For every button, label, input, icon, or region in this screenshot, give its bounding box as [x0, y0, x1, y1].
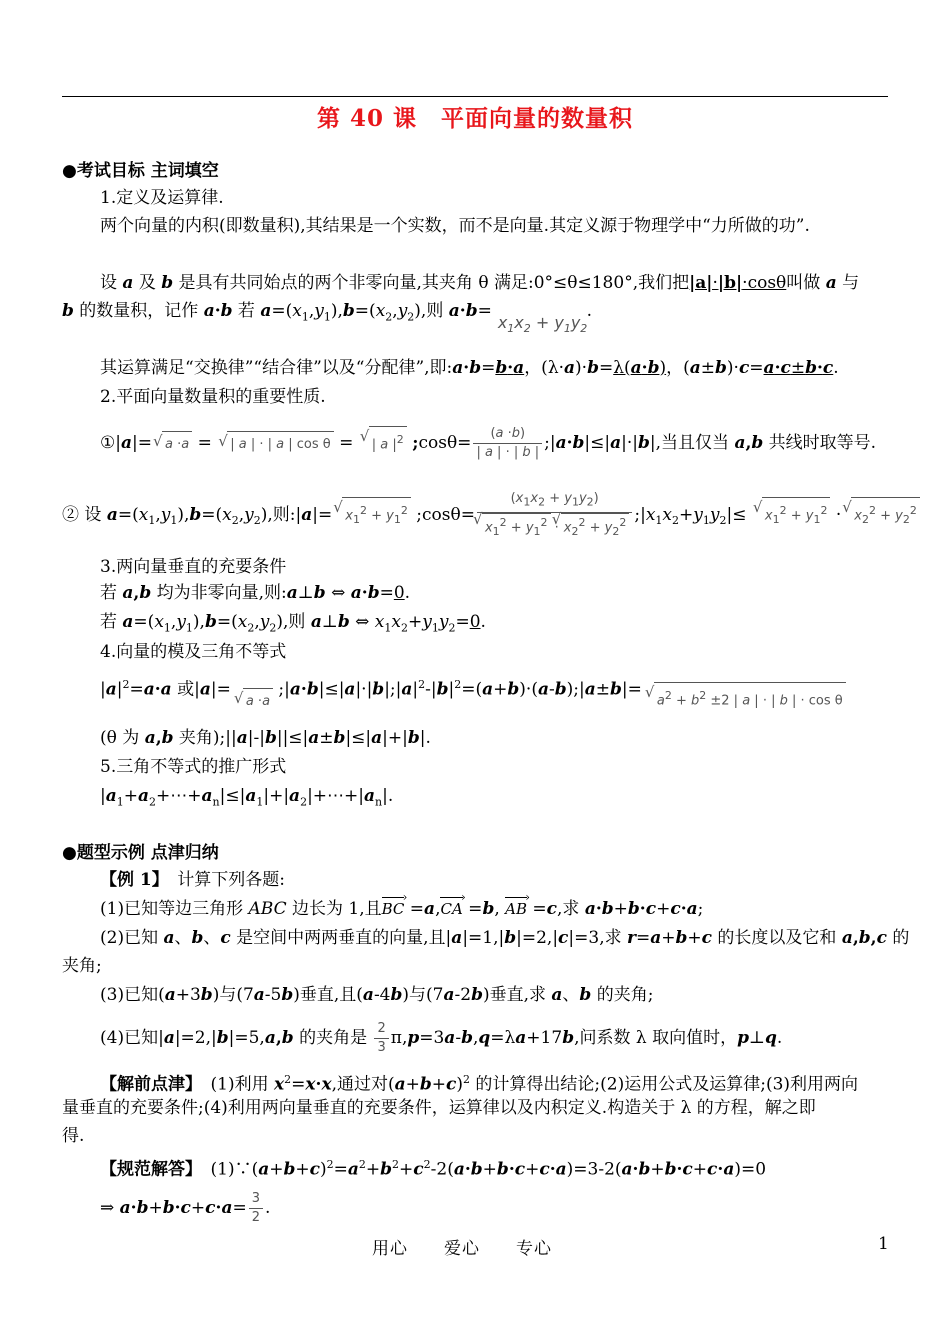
solution-line-2: ⇒ a·b+b·c+c·a= $\frac{3}{2}$ .	[100, 1191, 271, 1225]
hint-line-1: 【解前点津】 (1)利用 $x^2=x\cdot x$,通过对$(a+b+c)^2$ 的计算得出结论;(2)运用公式及运算律;(3)利用两向	[100, 1073, 859, 1095]
example-1-part-1: (1)已知等边三角形 ABC 边长为 1,且BC › =a,CA › =b, AB › =c,求 a·b+b·c+c·a;	[100, 896, 890, 922]
page-title: 第 40 课 平面向量的数量积	[316, 105, 634, 132]
hint-line-3: 得.	[62, 1126, 85, 1146]
item-generalized-heading: 5.三角不等式的推广形式	[100, 757, 287, 777]
item-modulus-heading: 4.向量的模及三角不等式	[100, 642, 287, 662]
example-1-part-4: (4)已知|a|=2,|b|=5,a,b 的夹角是 $\frac{2}{3}$ π,p=3a-b,q=λa+17b,问系数 λ 取向值时，p⊥q.	[100, 1021, 783, 1055]
definition-paragraph: 两个向量的内积(即数量积),其结果是一个实数，而不是向量.其定义源于物理学中“力所做的功”.	[100, 216, 810, 236]
perpendicular-line-2: 若 $a=(x_1,y_1),b=(x_2,y_2)$,则 a⊥b ⇔ $x_1x_2+y_1y_2=0$.	[100, 612, 486, 635]
example-1-part-2: (2)已知 a、b、c 是空间中两两垂直的向量,且|a|=1,|b|=2,|c|=3,求 r=a+b+c 的长度以及它和 a,b,c 的	[100, 928, 910, 948]
page-number: 1	[878, 1234, 889, 1254]
property-1: ①|a|=√ a ·a = √ | a | · | a | cos θ = √ | a $|^2$ ;cosθ= $\frac{(a \cdot b)}{| a | \cdot | b |}$ ;|a·b|≤|a|·|b|,当且仅当 a,b 共线时取等号.	[100, 425, 928, 462]
footer-motto: 用心 爱心 专心	[372, 1239, 552, 1259]
perpendicular-line-1: 若 a,b 均为非零向量,则:a⊥b ⇔ a·b=0.	[100, 583, 411, 603]
top-rule	[62, 96, 888, 97]
property-2: ② 设 $a=(x_1,y_1),b=(x_2,y_2)$,则:|a|=√ $x_1^2 + y_1^2$ ;cosθ= $(x_1x_2 + y_1y_2)$ √ $x_1^2 + y_1^2$ ·√ $x_2^2 + y_2^2$ $;|x_1x_2+y_1y_2|\le$ √ $x_1^2 + y_1^2$ ·√ $x_2^2 + y_2^2$	[62, 490, 890, 541]
section-heading-exam-goals: ●考试目标 主词填空	[62, 161, 219, 181]
example-1-part-2-cont: 夹角;	[62, 956, 102, 976]
hint-line-2: 量垂直的充要条件;(4)利用两向量垂直的充要条件，运算律以及内积定义.构造关于 λ 的方程，解之即	[62, 1098, 816, 1118]
definition-line-1: 设 a 及 b 是具有共同始点的两个非零向量,其夹角 θ 满足:0°≤θ≤180°,我们把|a|·|b|·cosθ叫做 a 与	[100, 273, 860, 293]
item-properties-heading: 2.平面向量数量积的重要性质.	[100, 387, 326, 407]
item-definition-heading: 1.定义及运算律.	[100, 188, 224, 208]
modulus-line-1: $|a|^2=a\cdot a$ 或|a|=√ a ·a $;|a\cdot b|\le|a|\cdot|b|;|a|^2-|b|^2=(a+b)\cdot(a-b);|a\pm b|=√$ $a^2 + b^2 \pm 2$ | a | · | b | · cos θ	[100, 672, 890, 705]
modulus-line-2: (θ 为 a,b 夹角);||a|-|b||≤|a±b|≤|a|+|b|.	[100, 728, 431, 748]
definition-line-2: b 的数量积，记作 a·b 若 $a=(x_1,y_1),b=(x_2,y_2)$,则 $a\cdot b=x_1x_2 + y_1y_2$ .	[62, 301, 593, 336]
generalized-inequality: $|a_1+a_2+\cdots+a_n|\le|a_1|+|a_2|+\cdots+|a_n|$.	[100, 786, 394, 809]
example-1-part-3: (3)已知(a+3b)与(7a-5b)垂直,且(a-4b)与(7a-2b)垂直,求 a、b 的夹角;	[100, 985, 654, 1005]
item-perpendicular-heading: 3.两向量垂直的充要条件	[100, 557, 287, 577]
example-1-heading: 【例 1】 计算下列各题:	[100, 870, 285, 890]
section-heading-examples: ●题型示例 点津归纳	[62, 843, 219, 863]
solution-line-1: 【规范解答】 $(1)\because(a+b+c)^2=a^2+b^2+c^2-2(a\cdot b+b\cdot c+c\cdot a)=3-2(a\cdot b+b\cdot c+c\cdot a)=0$	[100, 1158, 767, 1180]
operation-laws: 其运算满足“交换律”“结合律”以及“分配律”,即:a·b=b·a，(λ·a)·b=λ(a·b)，(a±b)·c=a·c±b·c.	[100, 358, 839, 378]
